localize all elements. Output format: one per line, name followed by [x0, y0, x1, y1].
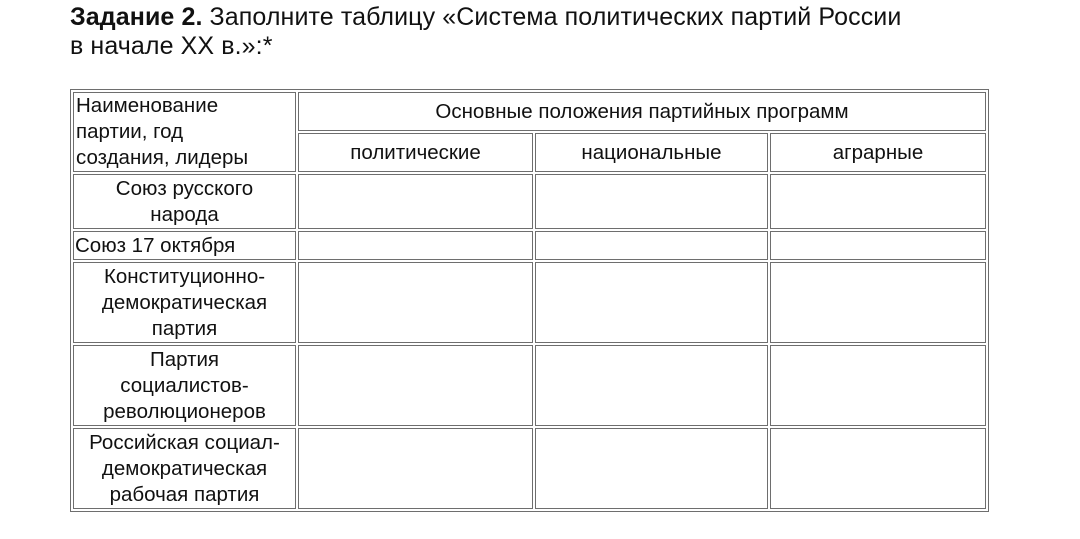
- political-cell[interactable]: [298, 174, 533, 229]
- table-row: [73, 262, 986, 343]
- party-name-cell: [73, 428, 296, 509]
- task-text-line2: в начале XX в.»:*: [70, 32, 273, 60]
- parties-table: [70, 89, 989, 512]
- political-cell[interactable]: [298, 428, 533, 509]
- party-name-line: Союз 17 октября: [75, 233, 236, 257]
- national-cell[interactable]: [535, 231, 768, 260]
- agrarian-cell[interactable]: [770, 231, 986, 260]
- party-name-line: Российская социал-: [89, 430, 280, 454]
- party-name-cell: [73, 231, 296, 260]
- header-party-name-line: создания, лидеры: [76, 146, 249, 169]
- party-name-line: рабочая партия: [109, 482, 260, 506]
- party-name-line: демократическая: [101, 290, 268, 314]
- party-name-line: Конституционно-: [103, 264, 266, 288]
- party-name-cell: [73, 262, 296, 343]
- agrarian-cell[interactable]: [770, 262, 986, 343]
- task-text-line1: Заполните таблицу «Система политических партий России: [202, 3, 902, 31]
- party-name-line: Союз русского: [115, 176, 254, 200]
- table-row: [73, 428, 986, 509]
- party-name-cell: [73, 345, 296, 426]
- table-row: [73, 231, 986, 260]
- party-name-line: революционеров: [103, 399, 266, 423]
- agrarian-cell[interactable]: [770, 345, 986, 426]
- task-heading: [70, 3, 1030, 61]
- table-row: [73, 345, 986, 426]
- header-agrarian: аграрные: [770, 133, 986, 172]
- national-cell[interactable]: [535, 428, 768, 509]
- national-cell[interactable]: [535, 262, 768, 343]
- table-row: [73, 174, 986, 229]
- party-name-line: демократическая: [101, 456, 268, 480]
- national-cell[interactable]: [535, 345, 768, 426]
- agrarian-cell[interactable]: [770, 174, 986, 229]
- party-name-line: партия: [151, 316, 218, 340]
- header-national: национальные: [535, 133, 768, 172]
- political-cell[interactable]: [298, 262, 533, 343]
- header-party-name: [73, 92, 296, 172]
- national-cell[interactable]: [535, 174, 768, 229]
- political-cell[interactable]: [298, 345, 533, 426]
- political-cell[interactable]: [298, 231, 533, 260]
- party-name-line: социалистов-: [120, 373, 249, 397]
- task-label: Задание 2.: [70, 3, 203, 31]
- agrarian-cell[interactable]: [770, 428, 986, 509]
- header-party-name-line: Наименование: [76, 94, 219, 117]
- party-name-cell: [73, 174, 296, 229]
- header-program-positions: Основные положения партийных программ: [298, 92, 986, 131]
- header-political: политические: [298, 133, 533, 172]
- header-party-name-line: партии, год: [76, 120, 184, 143]
- party-name-line: народа: [150, 202, 219, 226]
- party-name-line: Партия: [149, 347, 220, 371]
